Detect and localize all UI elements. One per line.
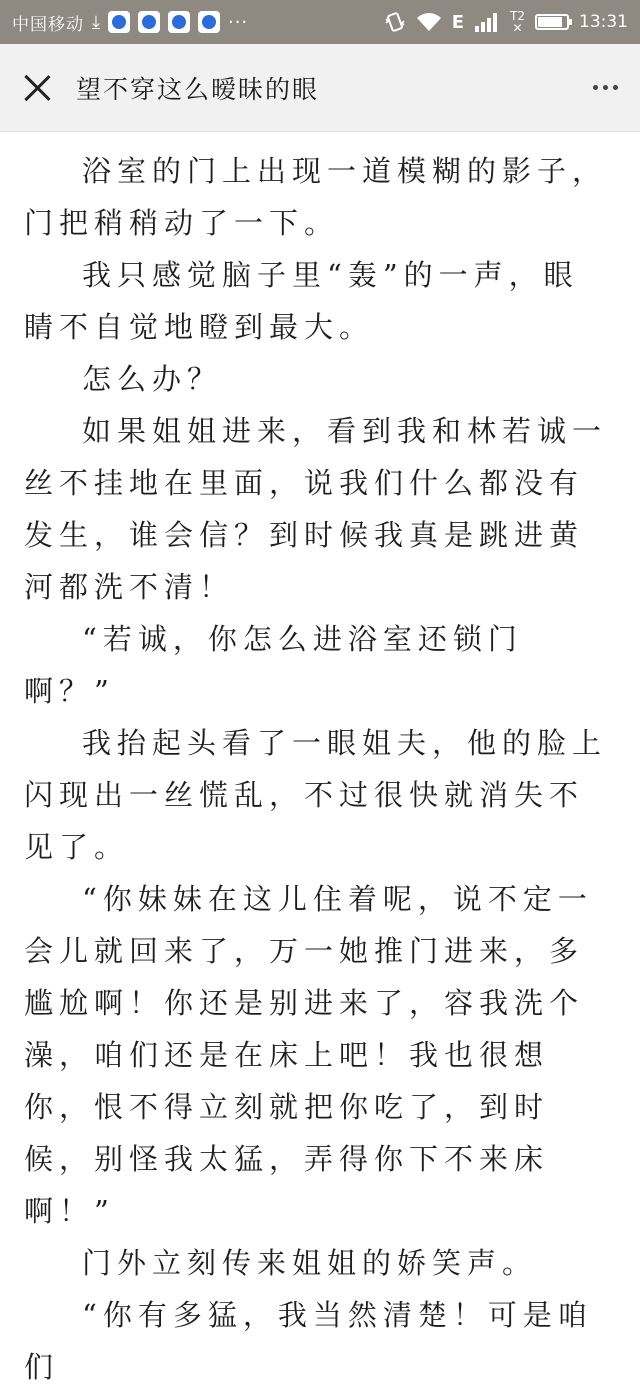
- article-paragraph: 我抬起头看了一眼姐夫，他的脸上闪现出一丝慌乱，不过很快就消失不见了。: [24, 726, 608, 864]
- baidu-notification-icon: [138, 11, 160, 33]
- close-icon[interactable]: [22, 73, 52, 103]
- clock: 13:31: [579, 12, 628, 32]
- carrier-name: 中国移动: [12, 14, 84, 35]
- download-icon: ⤓: [92, 11, 100, 33]
- article-paragraph: 如果姐姐进来，看到我和林若诚一丝不挂地在里面，说我们什么都没有发生，谁会信？到时候我真是跳进黄河都洗不清！: [24, 414, 608, 604]
- article-paragraph: 我只感觉脑子里“轰”的一声，眼睛不自觉地瞪到最大。: [24, 258, 579, 344]
- article-paragraph: 怎么办？: [82, 362, 223, 396]
- article-paragraph: 门外立刻传来姐姐的娇笑声。: [82, 1246, 538, 1280]
- battery-fill: [538, 17, 562, 27]
- more-options-button[interactable]: [593, 79, 618, 96]
- status-left: [12, 10, 248, 35]
- article-paragraph: “若诚，你怎么进浴室还锁门啊？”: [24, 622, 523, 708]
- sim2-indicator: T2 ✕: [510, 9, 525, 35]
- baidu-notification-icon: [108, 11, 130, 33]
- article-paragraph: 浴室的门上出现一道模糊的影子，门把稍稍动了一下。: [24, 154, 608, 240]
- menu-dot: [593, 85, 598, 90]
- signal-strength-icon: [474, 12, 500, 32]
- article-body[interactable]: [0, 133, 640, 1384]
- more-notifications-icon: ···: [227, 11, 249, 33]
- vibrate-icon: [384, 11, 406, 33]
- sim2-label: T2: [510, 9, 525, 23]
- article-paragraph: “你妹妹在这儿住着呢，说不定一会儿就回来了，万一她推门进来，多尴尬啊！你还是别进来了，容我洗个澡，咱们还是在床上吧！我也很想你，恨不得立刻就把你吃了，到时候，别怪我太猛，弄得你下不来床啊！”: [24, 882, 593, 1228]
- status-bar: [0, 0, 640, 44]
- page-title: 望不穿这么暧昧的眼: [76, 74, 320, 104]
- menu-dot: [603, 85, 608, 90]
- menu-dot: [613, 85, 618, 90]
- title-bar: [0, 44, 640, 132]
- wifi-icon: [416, 12, 442, 32]
- status-right: [384, 10, 628, 34]
- article-paragraph: “你有多猛，我当然清楚！可是咱们: [24, 1298, 593, 1384]
- network-type-label: E: [451, 11, 465, 33]
- battery-icon: [535, 14, 569, 30]
- baidu-notification-icon: [198, 11, 220, 33]
- baidu-notification-icon: [168, 11, 190, 33]
